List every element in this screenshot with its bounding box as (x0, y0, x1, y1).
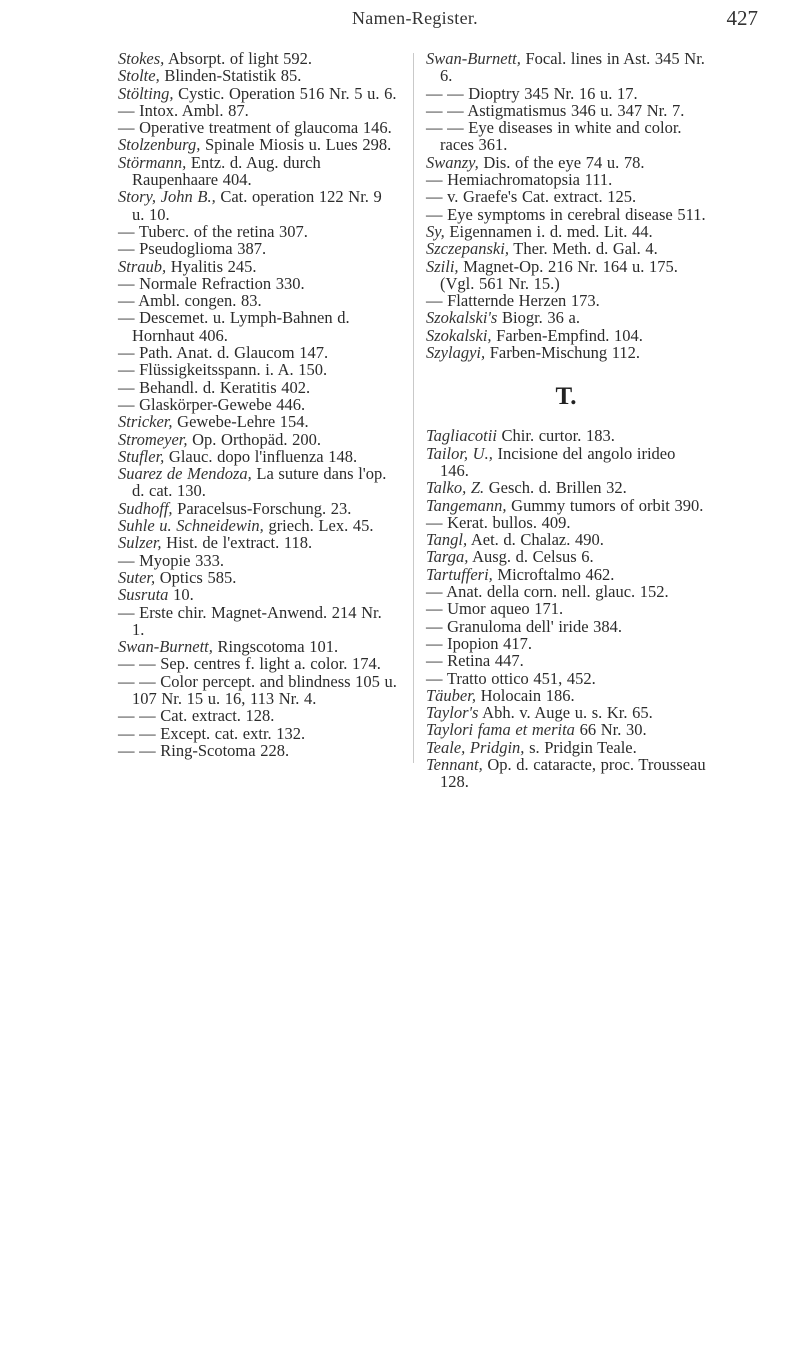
entry-text: 10. (168, 585, 194, 605)
entry-text: Ausg. d. Celsus 6. (468, 547, 594, 567)
entry-text: Astigmatismus 346 u. 347 Nr. 7. (467, 100, 685, 120)
entry-dash: — — (426, 100, 468, 120)
index-entry (118, 67, 398, 84)
index-entry (118, 586, 398, 603)
entry-dash: — — (118, 671, 161, 691)
entry-dash: — (118, 118, 140, 138)
index-entry (426, 566, 706, 583)
index-entry (426, 479, 706, 496)
entry-dash: — (426, 204, 448, 224)
entry-text: Operative treatment of glaucoma 146. (139, 118, 392, 138)
index-entry (118, 431, 398, 448)
index-entry (426, 514, 706, 531)
entry-author: Täuber, (426, 685, 476, 705)
index-entry (426, 635, 706, 652)
entry-dash: — (118, 291, 139, 311)
index-entry (118, 552, 398, 569)
entry-text: Erste chir. Magnet-Anwend. 214 Nr. 1. (132, 602, 382, 639)
entry-author: Tartufferi, (426, 564, 493, 584)
entry-text: Path. Anat. d. Glaucom 147. (139, 343, 329, 363)
entry-text: Paracelsus-Forschung. 23. (172, 498, 352, 518)
entry-text: Op. Orthopäd. 200. (187, 429, 321, 449)
index-entry (118, 85, 398, 102)
entry-author: Straub, (118, 256, 167, 276)
index-entry (118, 638, 398, 655)
entry-text: Retina 447. (447, 651, 524, 671)
index-entry (426, 85, 706, 102)
entry-dash: — — (118, 740, 161, 760)
index-entry (118, 292, 398, 309)
section-letter-t: T. (555, 383, 577, 411)
entry-author: Tangemann, (426, 495, 507, 515)
entry-author: Taylori fama et merita (426, 720, 575, 740)
entry-author: Stricker, (118, 412, 173, 432)
entry-author: Tagliacotii (426, 426, 497, 446)
entry-text: Dis. of the eye 74 u. 78. (478, 152, 645, 172)
entry-text: Optics 585. (155, 567, 237, 587)
index-entry (426, 531, 706, 548)
index-entry (118, 344, 398, 361)
index-entry (426, 102, 706, 119)
entry-dash: — (426, 512, 448, 532)
index-entry (118, 742, 398, 759)
index-entry (118, 258, 398, 275)
entry-text: Microftalmo 462. (492, 564, 615, 584)
index-entry (426, 583, 706, 600)
entry-author: Tangl, (426, 530, 468, 550)
entry-dash: — (118, 602, 140, 622)
entry-text: Granuloma dell' iride 384. (447, 616, 623, 636)
entry-text: Umor aqueo 171. (447, 599, 564, 619)
entry-dash: — (118, 308, 140, 328)
entry-text: Gewebe-Lehre 154. (172, 412, 309, 432)
entry-author: Szili, (426, 256, 459, 276)
entry-text: Ringscotoma 101. (212, 637, 339, 657)
entry-text: Incisione del angolo irideo 146. (440, 443, 676, 480)
entry-dash: — (426, 616, 448, 636)
entry-text: Blinden-Statistik 85. (159, 66, 302, 86)
entry-text: Tratto ottico 451, 452. (446, 668, 596, 688)
entry-text: Farben-Empfind. 104. (491, 325, 643, 345)
entry-dash: — — (118, 723, 161, 743)
entry-author: Szokalski's (426, 308, 498, 328)
entry-dash: — (118, 550, 140, 570)
entry-dash: — — (118, 706, 161, 726)
entry-text: 66 Nr. 30. (574, 720, 647, 740)
entry-dash: — (118, 394, 140, 414)
index-entry (426, 445, 706, 480)
entry-author: Targa, (426, 547, 469, 567)
index-entry (426, 670, 706, 687)
entry-text: Behandl. d. Keratitis 402. (139, 377, 311, 397)
entry-dash: — (426, 668, 447, 688)
entry-author: Sulzer, (118, 533, 162, 553)
entry-text: Intox. Ambl. 87. (139, 100, 249, 120)
index-entry (118, 604, 398, 639)
entry-dash: — (118, 273, 140, 293)
index-entry (118, 136, 398, 153)
entry-dash: — (118, 239, 140, 259)
entry-text: Myopie 333. (139, 550, 224, 570)
entry-text: Magnet-Op. 216 Nr. 164 u. 175. (Vgl. 561 Nr. 15.) (440, 256, 678, 293)
entry-author: Suter, (118, 567, 156, 587)
left-column (118, 50, 398, 759)
index-entry (118, 361, 398, 378)
entry-text: Ther. Meth. d. Gal. 4. (508, 239, 658, 259)
entry-dash: — (426, 599, 448, 619)
index-entry (118, 396, 398, 413)
entry-text: Focal. lines in Ast. 345 Nr. 6. (440, 49, 705, 86)
entry-dash: — (426, 170, 448, 190)
entry-text: Farben-Mischung 112. (485, 343, 640, 363)
entry-author: Sy, (426, 221, 445, 241)
entry-author: Sudhoff, (118, 498, 173, 518)
page-header (0, 8, 800, 38)
index-entry (118, 569, 398, 586)
entry-text: Abh. v. Auge u. s. Kr. 65. (478, 703, 653, 723)
entry-text: Ipopion 417. (447, 633, 532, 653)
index-entry (118, 673, 398, 708)
index-entry (426, 497, 706, 514)
entry-text: Cat. operation 122 Nr. 9 u. 10. (132, 187, 382, 224)
entry-text: Hyalitis 245. (166, 256, 257, 276)
index-entry (426, 739, 706, 756)
index-entry (426, 206, 706, 223)
index-entry (118, 154, 398, 189)
entry-text: Glaskörper-Gewebe 446. (139, 394, 306, 414)
entry-text: Sep. centres f. light a. color. 174. (160, 654, 381, 674)
entry-dash: — (426, 582, 447, 602)
entry-dash: — — (426, 118, 469, 138)
entries-t (426, 427, 706, 790)
entry-text: Absorpt. of light 592. (164, 49, 313, 68)
entry-dash: — — (118, 654, 161, 674)
entry-text: Cat. extract. 128. (160, 706, 275, 726)
entry-author: Swanzy, (426, 152, 479, 172)
index-entry (118, 448, 398, 465)
index-entry (118, 413, 398, 430)
entry-text: Color percept. and blindness 105 u. 107 Nr. 15 u. 16, 113 Nr. 4. (132, 671, 397, 708)
index-entry (426, 687, 706, 704)
index-entry (118, 309, 398, 344)
index-entry (118, 465, 398, 500)
index-entry (426, 119, 706, 154)
entry-author: Suhle u. Schneidewin, (118, 516, 264, 536)
entry-text: Dioptry 345 Nr. 16 u. 17. (468, 83, 638, 103)
index-entry (118, 188, 398, 223)
entry-author: Swan-Burnett, (118, 637, 213, 657)
entry-text: Ambl. congen. 83. (138, 291, 262, 311)
index-entry (426, 427, 706, 444)
entry-author: Stromeyer, (118, 429, 188, 449)
entry-text: Eigennamen i. d. med. Lit. 44. (444, 221, 653, 241)
entry-text: Gummy tumors of orbit 390. (506, 495, 704, 515)
entry-text: La suture dans l'op. d. cat. 130. (132, 464, 387, 501)
index-entry (426, 171, 706, 188)
column-divider (413, 53, 414, 763)
index-entry (426, 154, 706, 171)
entry-text: Holocain 186. (475, 685, 575, 705)
entry-text: Aet. d. Chalaz. 490. (467, 530, 604, 550)
index-entry (118, 655, 398, 672)
entry-author: Stolte, (118, 66, 160, 86)
entry-text: Eye diseases in white and color. races 361. (440, 118, 682, 155)
entry-text: Glauc. dopo l'influenza 148. (164, 446, 358, 466)
entry-dash: — (118, 377, 140, 397)
entry-dash: — — (426, 83, 469, 103)
entry-author: Szylagyi, (426, 343, 486, 363)
entry-dash: — (426, 651, 448, 671)
entry-text: Gesch. d. Brillen 32. (484, 478, 627, 498)
entry-author: Swan-Burnett, (426, 49, 521, 68)
entry-dash: — (118, 360, 140, 380)
entry-author: Szokalski, (426, 325, 492, 345)
index-entry (426, 50, 706, 85)
index-entry (118, 240, 398, 257)
entry-dash: — (118, 221, 139, 241)
entry-author: Stolzenburg, (118, 135, 201, 155)
entry-text: Tuberc. of the retina 307. (138, 221, 308, 241)
index-entry (426, 309, 706, 326)
entry-text: Eye symptoms in cerebral disease 511. (447, 204, 706, 224)
index-entry (426, 548, 706, 565)
index-entry (118, 534, 398, 551)
entry-text: Descemet. u. Lymph-Bahnen d. Hornhaut 406. (132, 308, 350, 345)
index-entry (426, 258, 706, 293)
index-entry (426, 721, 706, 738)
entry-author: Susruta (118, 585, 169, 605)
entry-dash: — (426, 633, 448, 653)
entry-text: Flatternde Herzen 173. (447, 291, 600, 311)
page-number: 427 (726, 6, 758, 30)
entry-text: Spinale Miosis u. Lues 298. (200, 135, 392, 155)
entry-author: Stufler, (118, 446, 165, 466)
index-entry (426, 618, 706, 635)
entry-text: Op. d. cataracte, proc. Trousseau 128. (440, 754, 706, 792)
entry-text: s. Pridgin Teale. (524, 737, 637, 757)
entry-dash: — (426, 187, 448, 207)
entry-author: Stölting, (118, 83, 174, 103)
entry-dash: — (118, 343, 140, 363)
entry-author: Suarez de Mendoza, (118, 464, 252, 484)
entry-author: Tennant, (426, 754, 483, 774)
entry-author: Stokes, (118, 49, 165, 68)
entries-s (426, 50, 706, 361)
index-entry (118, 500, 398, 517)
index-entry (118, 707, 398, 724)
index-entry (118, 223, 398, 240)
entry-text: Kerat. bullos. 409. (447, 512, 571, 532)
entry-author: Szczepanski, (426, 239, 509, 259)
index-entry (426, 327, 706, 344)
entry-dash: — (426, 291, 448, 311)
entry-text: Chir. curtor. 183. (496, 426, 615, 446)
entry-author: Talko, Z. (426, 478, 485, 498)
entry-author: Story, John B., (118, 187, 216, 207)
index-entry (426, 188, 706, 205)
entry-text: Hemiachromatopsia 111. (447, 170, 613, 190)
entry-text: Cystic. Operation 516 Nr. 5 u. 6. (173, 83, 397, 103)
index-entry (426, 223, 706, 240)
index-entry (118, 275, 398, 292)
index-entry (426, 292, 706, 309)
entry-text: v. Graefe's Cat. extract. 125. (447, 187, 637, 207)
index-entry (118, 517, 398, 534)
right-column (426, 50, 706, 791)
index-entry (426, 652, 706, 669)
index-entry (426, 240, 706, 257)
entry-author: Störmann, (118, 152, 187, 172)
entry-text: Hist. de l'extract. 118. (161, 533, 313, 553)
entry-text: Entz. d. Aug. durch Raupenhaare 404. (132, 152, 321, 190)
entry-text: Biogr. 36 a. (497, 308, 580, 328)
entry-text: Flüssigkeitsspann. i. A. 150. (139, 360, 328, 380)
entry-text: griech. Lex. 45. (263, 516, 374, 536)
index-entry (118, 119, 398, 136)
entry-author: Tailor, U., (426, 443, 493, 463)
entry-text: Anat. della corn. nell. glauc. 152. (446, 582, 669, 602)
index-entry (426, 704, 706, 721)
index-entry (426, 600, 706, 617)
index-entry (118, 50, 398, 67)
entry-author: Taylor's (426, 703, 479, 723)
entry-dash: — (118, 100, 140, 120)
entry-text: Except. cat. extr. 132. (160, 723, 306, 743)
index-entry (118, 725, 398, 742)
entry-text: Pseudoglioma 387. (139, 239, 267, 259)
index-entry (426, 756, 706, 791)
entry-author: Teale, Pridgin, (426, 737, 525, 757)
entry-text: Ring-Scotoma 228. (160, 740, 290, 760)
entry-text: Normale Refraction 330. (139, 273, 305, 293)
running-title: Namen-Register. (352, 8, 478, 28)
index-entry (426, 344, 706, 361)
index-entry (118, 379, 398, 396)
index-entry (118, 102, 398, 119)
